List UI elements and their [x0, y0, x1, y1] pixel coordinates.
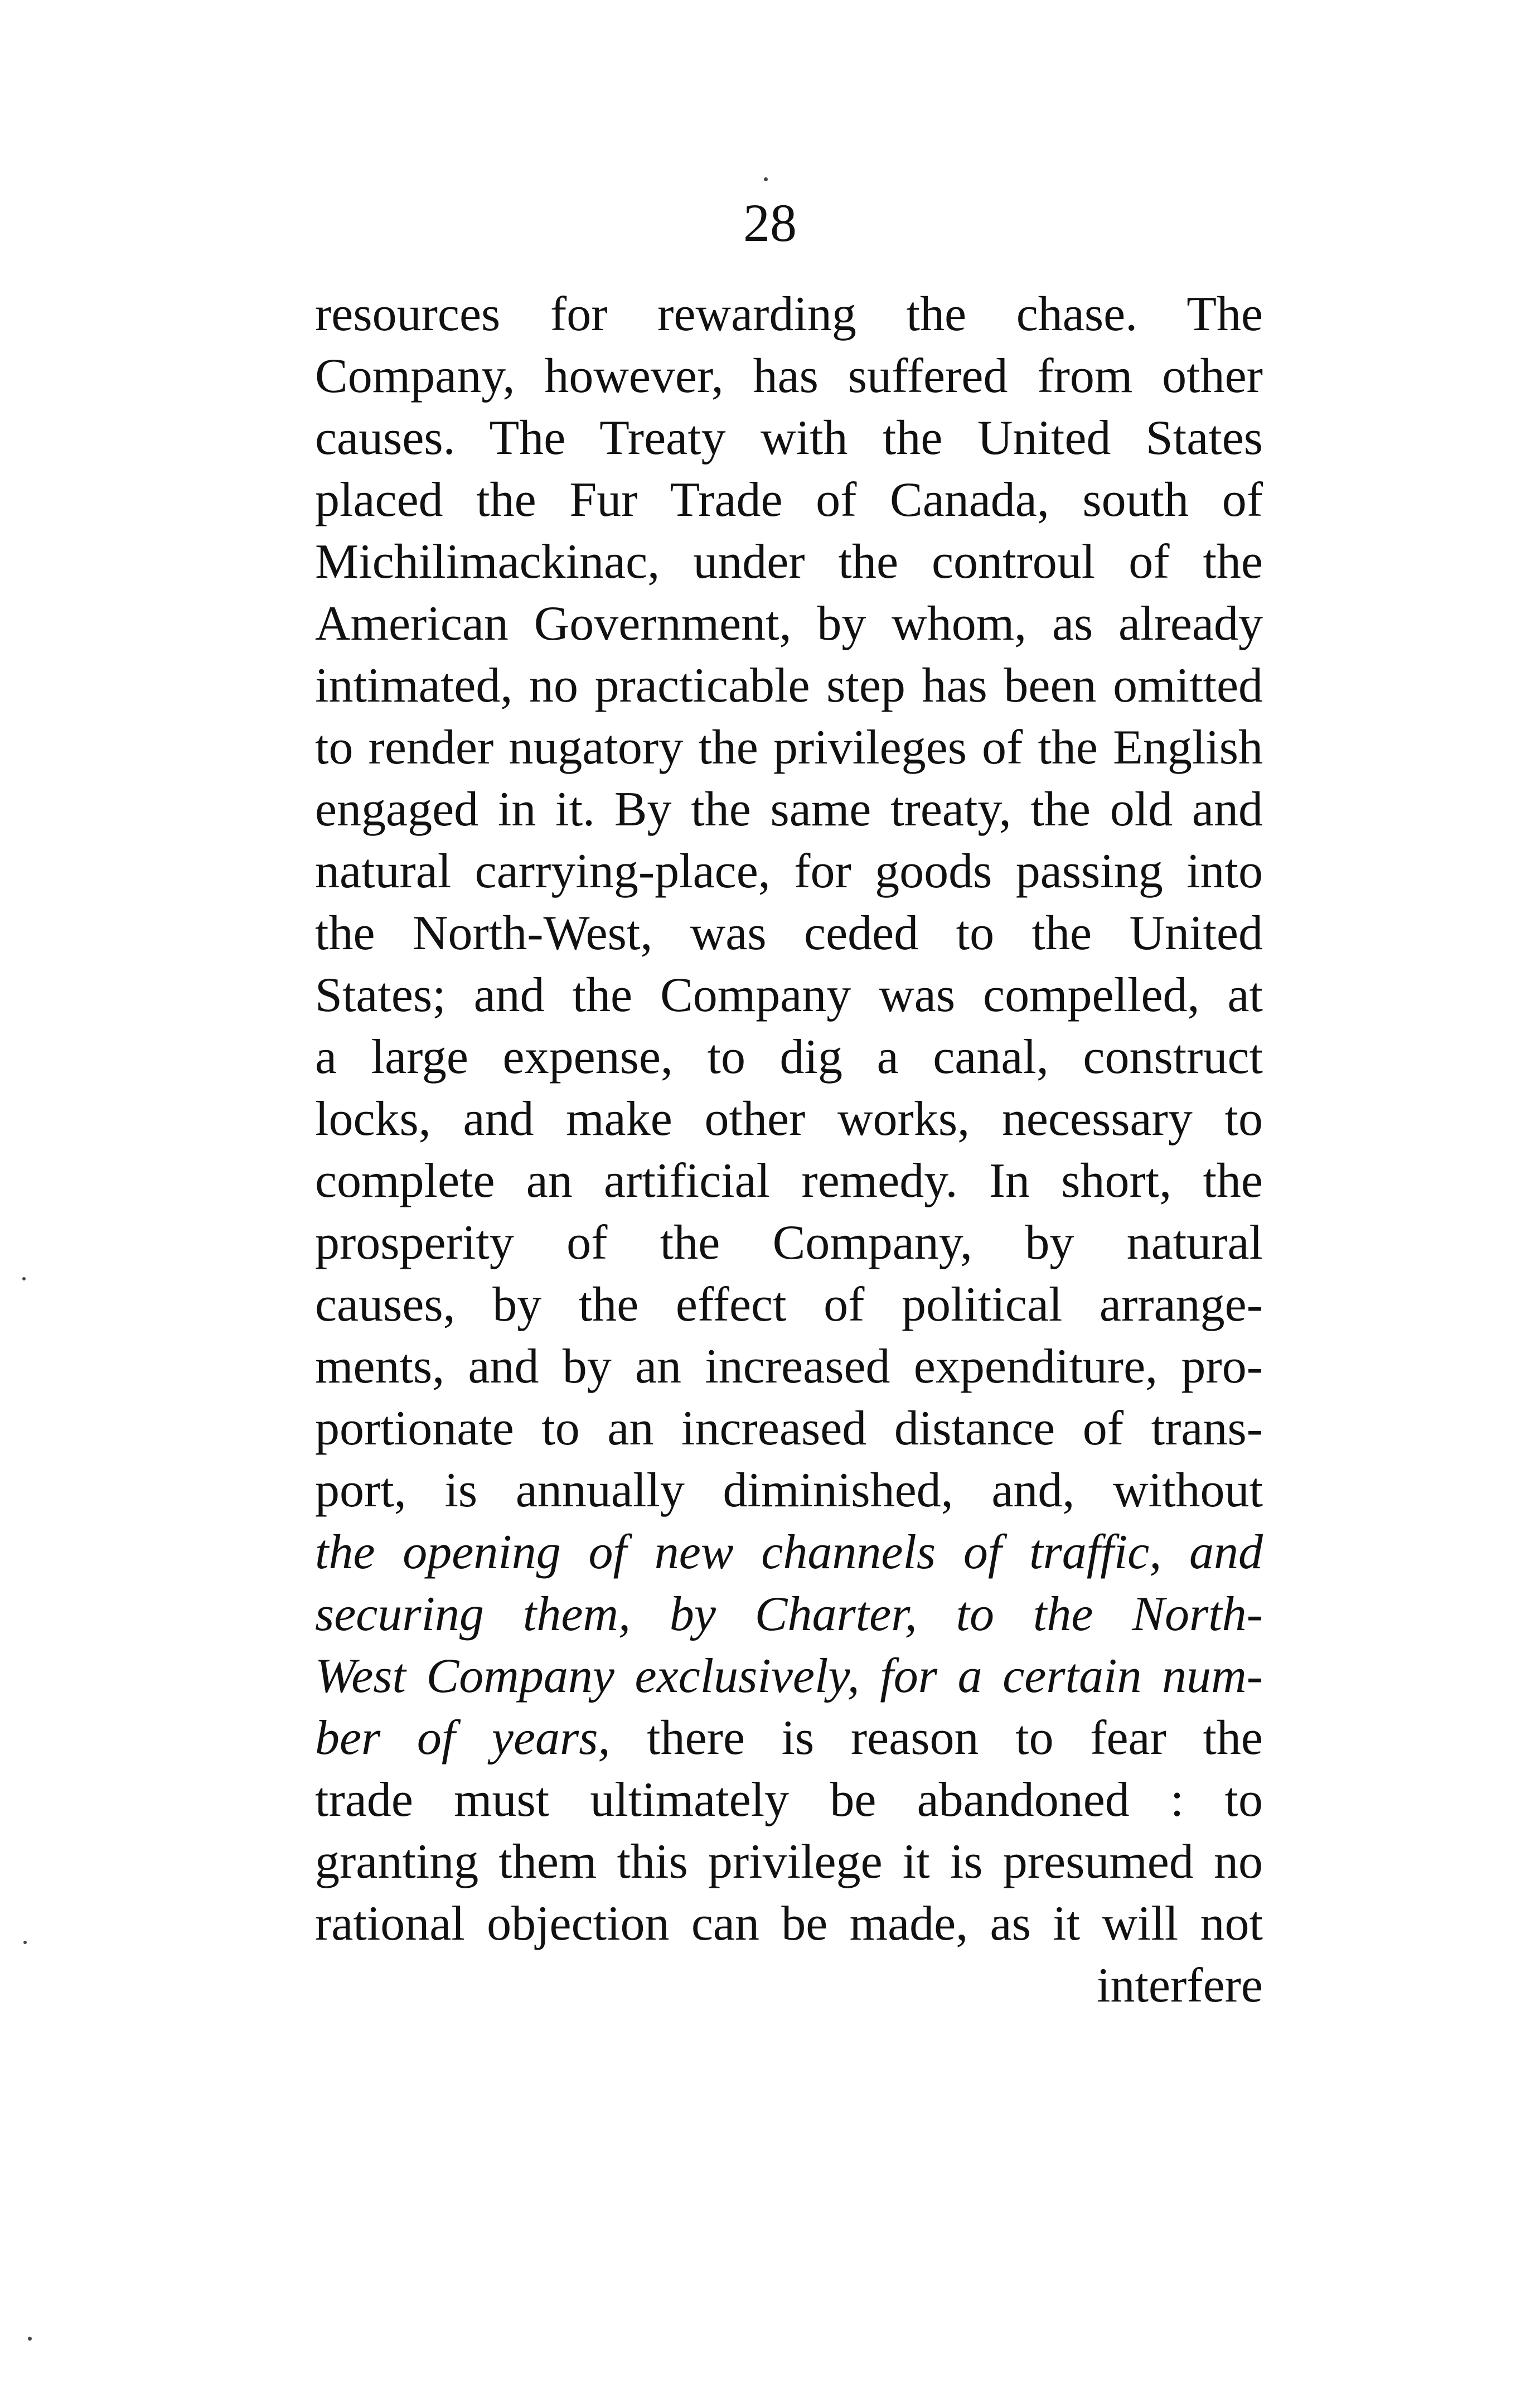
mixed-text-line	[315, 1707, 1263, 1769]
text-line: Company, however, has suffered from other	[315, 349, 1263, 403]
text-line: causes, by the effect of political arrange-	[315, 1278, 1263, 1332]
text-line: complete an artificial remedy. In short, the	[315, 1154, 1263, 1208]
text-line: American Government, by whom, as already	[315, 597, 1263, 651]
text-line: engaged in it. By the same treaty, the old and	[315, 782, 1263, 837]
print-speck	[764, 177, 768, 181]
text-line: placed the Fur Trade of Canada, south of	[315, 473, 1263, 527]
text-line: to render nugatory the privileges of the English	[315, 721, 1263, 775]
italic-text-line: securing them, by Charter, to the North-	[315, 1587, 1263, 1641]
roman-fragment: there is reason to fear the	[610, 1711, 1263, 1765]
text-line: port, is annually diminished, and, without	[315, 1463, 1263, 1517]
text-line: rational objection can be made, as it will not	[315, 1897, 1263, 1951]
catchword: interfere	[1097, 1959, 1263, 2013]
print-speck	[23, 1941, 27, 1944]
text-line: the North-West, was ceded to the United	[315, 906, 1263, 960]
text-line: a large expense, to dig a canal, construct	[315, 1030, 1263, 1084]
text-line: ments, and by an increased expenditure, pro-	[315, 1340, 1263, 1394]
text-line: intimated, no practicable step has been omitted	[315, 659, 1263, 713]
italic-text-line: West Company exclusively, for a certain num-	[315, 1649, 1263, 1703]
text-line: portionate to an increased distance of trans-	[315, 1401, 1263, 1456]
italic-fragment: ber of years,	[315, 1711, 611, 1765]
text-line: Michilimackinac, under the controul of the	[315, 535, 1263, 589]
body-text	[315, 283, 1263, 2017]
text-line: resources for rewarding the chase. The	[315, 287, 1263, 341]
text-line: States; and the Company was compelled, at	[315, 968, 1263, 1022]
text-line: causes. The Treaty with the United States	[315, 411, 1263, 465]
text-line: natural carrying-place, for goods passing into	[315, 844, 1263, 898]
page-number: 28	[743, 193, 797, 253]
italic-text-line: the opening of new channels of traffic, and	[315, 1525, 1263, 1579]
text-line: locks, and make other works, necessary to	[315, 1092, 1263, 1146]
text-line: prosperity of the Company, by natural	[315, 1216, 1263, 1270]
print-speck	[28, 2337, 32, 2341]
text-line: trade must ultimately be abandoned : to	[315, 1773, 1263, 1827]
text-line: granting them this privilege it is presumed no	[315, 1835, 1263, 1889]
print-speck	[22, 1277, 26, 1280]
